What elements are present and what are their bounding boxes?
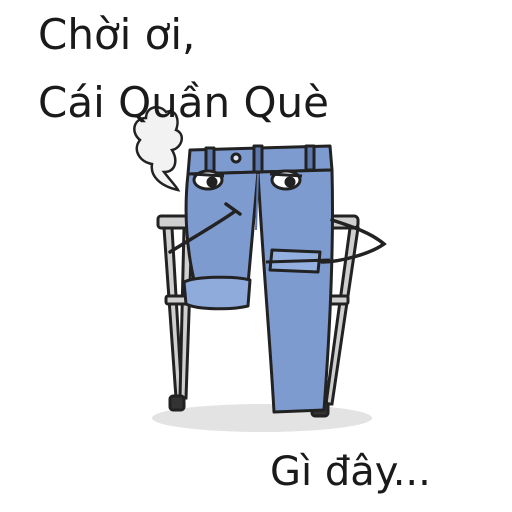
caption-line-2: Cái Quần Què xyxy=(38,78,329,127)
caption-line-1: Chời ơi, xyxy=(38,10,196,59)
caption-line-3: Gì đây... xyxy=(270,449,431,495)
